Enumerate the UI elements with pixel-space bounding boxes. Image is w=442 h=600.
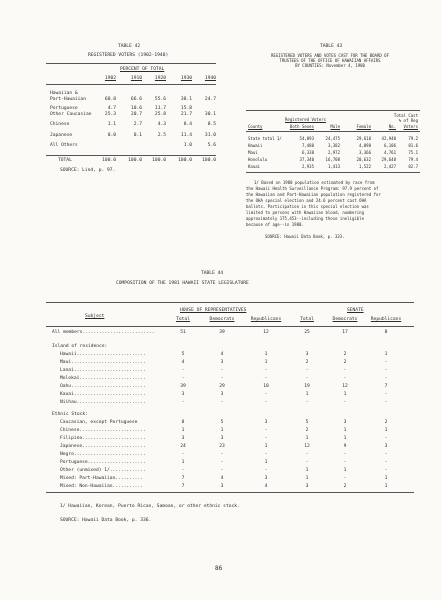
column-header: Female (356, 124, 371, 129)
table-cell: 4.7 (107, 106, 116, 111)
table-cell: 29,648 (381, 157, 396, 162)
table-cell: 1,413 (327, 164, 340, 169)
table-cell: 4 (220, 476, 224, 481)
table-cell: 21.7 (180, 112, 192, 117)
table-cell: 5 (181, 352, 185, 357)
table-cell: 1 (305, 476, 309, 481)
table-cell: 2.5 (157, 133, 166, 138)
table-cell: 79.4 (408, 157, 418, 162)
footnote-line: 1/ Based on 1980 population estimated by race from (254, 180, 375, 185)
row-label: All members.......................... (52, 330, 155, 335)
table-cell: 3 (220, 360, 224, 365)
table-cell: 2 (305, 360, 309, 365)
year-header: 1940 (204, 76, 216, 81)
table-cell: - (343, 376, 347, 381)
table-cell: 7 (181, 476, 185, 481)
table-cell: - (384, 376, 388, 381)
table-cell: 3 (343, 420, 347, 425)
table-cell: - (181, 400, 185, 405)
table-cell: - (384, 460, 388, 465)
column-header: Both Sexes (289, 124, 314, 129)
row-label: Filipino....................... (60, 436, 146, 441)
table-cell: 1 (181, 428, 185, 433)
table-43-source: SOURCE: Hawaii Data Book, p. 333. (265, 234, 345, 239)
column-header: Republicans (370, 317, 402, 322)
footnote-line: because of age--in 1980. (246, 222, 304, 227)
table-cell: 5 (305, 420, 309, 425)
table-cell: 4 (220, 352, 224, 357)
table-cell: 1,522 (358, 164, 371, 169)
footnote-line: ballots. Participation in this special election was (246, 204, 369, 209)
table-cell: 6,338 (301, 150, 314, 155)
table-cell: - (264, 468, 268, 473)
table-42-span-header: PERCENT OF TOTAL (120, 67, 165, 72)
row-label: Niihau......................... (60, 400, 146, 405)
table-44-house-header: HOUSE OF REPRESENTATIVES (180, 308, 247, 313)
table-cell: - (264, 392, 268, 397)
table-cell: 1 (264, 460, 268, 465)
table-42-label: TABLE 42 (118, 44, 141, 49)
table-cell: 4 (181, 360, 185, 365)
table-cell: - (343, 400, 347, 405)
row-label: Lanai.......................... (60, 368, 146, 373)
table-cell: 2.7 (133, 122, 142, 127)
table-cell: 3 (264, 476, 268, 481)
table-cell: 17 (342, 330, 348, 335)
table-cell: - (305, 452, 309, 457)
table-cell: 10 (263, 384, 269, 389)
table-42-title: REGISTERED VOTERS (1902-1940) (88, 53, 169, 58)
table-cell: 3 (305, 484, 309, 489)
table-cell: 10.6 (130, 106, 142, 111)
table-cell: - (384, 468, 388, 473)
table-cell: 1 (220, 428, 224, 433)
table-43-pct-header: % of Reg (398, 118, 418, 123)
row-label: Chinese (50, 122, 70, 127)
table-cell: 75.1 (408, 150, 418, 155)
column-header: Republicans (250, 317, 282, 322)
column-header: Democrats (209, 317, 235, 322)
table-cell: 25.8 (154, 112, 166, 117)
table-cell: 1 (264, 444, 268, 449)
table-cell: 23 (219, 444, 225, 449)
table-cell: 9 (343, 444, 347, 449)
table-cell: - (305, 400, 309, 405)
row-label: Portuguese..................... (60, 460, 146, 465)
table-cell: - (220, 368, 224, 373)
row-label: Oahu........................... (60, 384, 146, 389)
table-cell: - (220, 400, 224, 405)
year-header: 1920 (154, 76, 166, 81)
table-cell: 2,972 (327, 150, 340, 155)
table-cell: 3 (220, 436, 224, 441)
total-cell: 100.0 (102, 158, 116, 163)
table-cell: 12 (304, 444, 310, 449)
table-cell: 1 (305, 436, 309, 441)
table-cell: 12 (342, 384, 348, 389)
table-cell: 24.7 (204, 97, 216, 102)
table-43-total-cast-header: Total Cast (393, 113, 418, 118)
table-cell: 82.7 (408, 164, 418, 169)
column-header: Democrats (332, 317, 358, 322)
table-cell: 1 (384, 352, 388, 357)
table-cell: 2 (384, 420, 388, 425)
footnote-line: the OHA special election and 24.6 percent cast OHA (246, 198, 367, 203)
table-cell: - (343, 460, 347, 465)
column-header: Male (330, 124, 340, 129)
total-cell: 100.0 (178, 158, 192, 163)
footnote-line: limited to persons with Hawaiian blood, numbering (246, 210, 365, 215)
table-cell: 66.6 (130, 97, 142, 102)
table-cell: - (181, 376, 185, 381)
table-cell: - (181, 468, 185, 473)
table-cell: 24,475 (325, 136, 340, 141)
table-cell: - (343, 368, 347, 373)
table-cell: - (264, 452, 268, 457)
table-cell: 4,761 (383, 150, 396, 155)
table-cell: 3 (181, 436, 185, 441)
table-cell: 1 (384, 428, 388, 433)
row-label: Japanese (50, 133, 73, 138)
table-cell: 0.1 (133, 133, 142, 138)
table-cell: 5.6 (207, 143, 216, 148)
table-cell: 31.0 (204, 133, 216, 138)
county-label: State total 1/ (248, 136, 282, 141)
table-cell: 8.4 (183, 122, 192, 127)
table-43-title-line-2: TRUSTEES OF THE OFFICE OF HAWAIIAN AFFAIRS (279, 58, 381, 63)
row-label: Ethnic Stock: (52, 412, 88, 417)
table-cell: 2,427 (383, 164, 396, 169)
table-cell: - (220, 452, 224, 457)
table-cell: 1 (343, 436, 347, 441)
row-label: Chinese........................ (60, 428, 146, 433)
table-cell: 1 (305, 392, 309, 397)
table-44-subject-header: Subject (85, 314, 105, 319)
table-cell: 55.6 (154, 97, 166, 102)
table-cell: 1 (305, 468, 309, 473)
total-cell: 100.0 (128, 158, 142, 163)
row-label: Mixed: Part-Hawaiian.......... (60, 476, 143, 481)
county-label: Maui (248, 150, 258, 155)
table-cell: - (343, 452, 347, 457)
table-cell: 4.3 (157, 122, 166, 127)
table-42-source: SOURCE: Lind, p. 97. (60, 168, 116, 173)
county-label: Kauai (248, 164, 261, 169)
table-cell: 68.8 (104, 97, 116, 102)
row-label: Hawaii......................... (60, 352, 146, 357)
table-cell: 4,098 (358, 143, 371, 148)
table-cell: 8 (181, 420, 185, 425)
column-header: Total (176, 317, 190, 322)
table-cell: 39 (219, 330, 225, 335)
table-cell: 54,093 (299, 136, 314, 141)
table-cell: 42,940 (381, 136, 396, 141)
table-43-group-header: Registered Voters (285, 117, 326, 122)
column-header: No. (388, 124, 396, 129)
row-label: Portuguese (50, 106, 78, 111)
row-label: Other Caucasian (50, 112, 92, 117)
table-cell: 24 (180, 444, 186, 449)
table-cell: 1.1 (107, 122, 116, 127)
table-cell: - (264, 376, 268, 381)
row-label: Other (unmixed) 1/............. (60, 468, 146, 473)
table-cell: 4 (264, 484, 268, 489)
table-cell: 3 (384, 444, 388, 449)
table-cell: 3,382 (327, 143, 340, 148)
table-cell: 11.4 (180, 133, 192, 138)
table-cell: 25 (304, 330, 310, 335)
table-cell: 1 (384, 476, 388, 481)
row-label: Kauai.......................... (60, 392, 146, 397)
table-cell: 8 (384, 330, 388, 335)
total-label: TOTAL (58, 158, 72, 163)
county-label: Honolulu (248, 157, 268, 162)
row-label: Molokai........................ (60, 376, 146, 381)
row-label: Part-Hawaiian (50, 97, 86, 102)
table-cell: 30.1 (204, 112, 216, 117)
table-cell: 1 (343, 468, 347, 473)
table-44-senate-header: SENATE (347, 308, 364, 313)
year-header: 1902 (104, 76, 116, 81)
table-cell: - (264, 428, 268, 433)
table-cell: - (181, 368, 185, 373)
table-cell: 0.0 (107, 133, 116, 138)
table-cell: - (384, 360, 388, 365)
table-44-footnote: 1/ Hawaiian, Korean, Puerto Rican, Samoan, or other ethnic stock. (60, 504, 240, 509)
table-cell: 2 (343, 484, 347, 489)
table-cell: 8.5 (207, 122, 216, 127)
table-43-title-line-3: BY COUNTIES: November 4, 1980 (295, 63, 365, 68)
table-cell: 2 (343, 352, 347, 357)
table-cell: - (305, 460, 309, 465)
table-cell: - (181, 452, 185, 457)
table-cell: 1.0 (183, 143, 192, 148)
table-cell: 3 (220, 392, 224, 397)
table-cell: 1 (343, 392, 347, 397)
total-cell: 100.0 (152, 158, 166, 163)
row-label: Island of residence: (52, 344, 108, 349)
table-cell: 37,340 (299, 157, 314, 162)
table-43-title-line-1: REGISTERED VOTERS AND VOTES CAST FOR THE BOARD OF (270, 53, 389, 58)
table-cell: 3 (220, 484, 224, 489)
table-cell: 2,935 (301, 164, 314, 169)
table-cell: - (264, 400, 268, 405)
table-cell: 15.8 (180, 106, 192, 111)
table-cell: 6,106 (383, 143, 396, 148)
row-label: Maui........................... (60, 360, 146, 365)
table-cell: 3 (264, 420, 268, 425)
row-label: Caucasian, except Portuguese (60, 420, 138, 425)
table-cell: 29 (219, 384, 225, 389)
row-label: Japanese....................... (60, 444, 146, 449)
table-cell: - (305, 368, 309, 373)
year-header: 1910 (130, 76, 142, 81)
table-cell: 1 (264, 352, 268, 357)
footnote-line: the Hawaiian and Part-Hawaiian population registered for (246, 192, 381, 197)
row-label: Mixed: Non-Hawaiian........... (60, 484, 143, 489)
table-cell: 3 (305, 352, 309, 357)
county-label: Hawaii (248, 143, 263, 148)
table-cell: 1 (343, 428, 347, 433)
table-cell: 7,480 (301, 143, 314, 148)
table-cell: 3 (181, 392, 185, 397)
page-number: 86 (215, 565, 223, 572)
table-cell: 81.6 (408, 143, 418, 148)
column-header: Total (300, 317, 314, 322)
table-cell: - (220, 468, 224, 473)
table-cell: 3,366 (358, 150, 371, 155)
row-label: Negro.......................... (60, 452, 146, 457)
table-cell: - (264, 368, 268, 373)
table-cell: - (384, 400, 388, 405)
table-cell: 11.7 (154, 106, 166, 111)
year-header: 1930 (180, 76, 192, 81)
table-cell: 19 (304, 384, 310, 389)
table-cell: - (384, 368, 388, 373)
footnote-line: approximately 175,453--including those ineligible (246, 216, 365, 221)
total-cell: 100.0 (202, 158, 216, 163)
table-cell: 39 (180, 384, 186, 389)
row-label: All Others (50, 143, 78, 148)
table-cell: 2 (343, 360, 347, 365)
table-cell: 12 (263, 330, 269, 335)
table-cell: 7 (181, 484, 185, 489)
table-cell: - (384, 452, 388, 457)
table-cell: 7 (384, 384, 388, 389)
table-cell: 25.3 (104, 112, 116, 117)
table-cell: 2 (305, 428, 309, 433)
table-44-source: SOURCE: Hawaii Data Book, p. 336. (60, 518, 152, 523)
table-cell: - (264, 436, 268, 441)
table-cell: - (305, 376, 309, 381)
table-cell: 5 (220, 420, 224, 425)
table-44-label: TABLE 44 (201, 271, 224, 276)
table-cell: 20,632 (356, 157, 371, 162)
footnote-line: the Hawaii Health Surveillance Program: 97.9 percent of (246, 186, 379, 191)
table-cell: 38.1 (180, 97, 192, 102)
row-label: Hawaiian & (50, 91, 78, 96)
table-cell: 20.7 (130, 112, 142, 117)
table-cell: - (220, 376, 224, 381)
column-header: Voters (403, 124, 418, 129)
table-cell: - (384, 436, 388, 441)
table-cell: 51 (180, 330, 186, 335)
table-cell: - (384, 392, 388, 397)
table-cell: 1 (264, 360, 268, 365)
table-cell: 16,708 (325, 157, 340, 162)
column-header: County (248, 124, 263, 129)
table-43-label: TABLE 43 (320, 44, 343, 49)
table-cell: 1 (181, 460, 185, 465)
table-cell: 79.2 (408, 136, 418, 141)
table-44-title: COMPOSITION OF THE 1981 HAWAII STATE LEGISLATURE (116, 281, 249, 286)
table-cell: 1 (384, 484, 388, 489)
table-cell: - (343, 476, 347, 481)
table-cell: - (220, 460, 224, 465)
table-cell: 29,618 (356, 136, 371, 141)
